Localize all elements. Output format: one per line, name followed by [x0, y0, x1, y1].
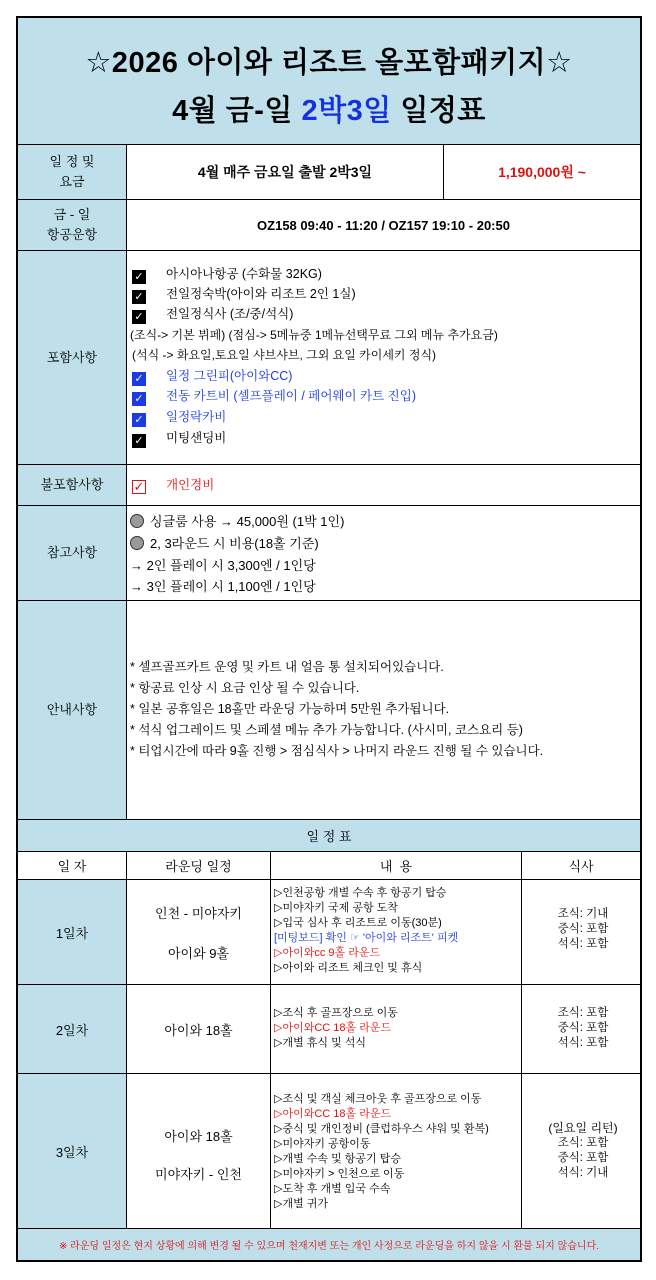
- notice-item: * 티업시간에 따라 9홀 진행 > 점심식사 > 나머지 라운드 진행 될 수 있습니다.: [130, 744, 544, 758]
- day-1-meals: 조식: 기내 중식: 포함 석식: 포함: [557, 908, 609, 950]
- circle-bullet-icon: [130, 514, 144, 528]
- checkbox-icon: ✓: [132, 434, 146, 448]
- day-2-label: 2일차: [55, 1022, 89, 1038]
- column-header-content: 내 용: [379, 859, 413, 874]
- included-item: ✓ 아시아나항공 (수화물 32KG): [132, 264, 322, 284]
- reference-label: 참고사항: [46, 545, 98, 560]
- footer-disclaimer: ※ 라운딩 일정은 현지 상황에 의해 변경 될 수 있으며 천재지변 또는 개인 사정으로 라운딩을 하지 않을 시 환불 되지 않습니다.: [58, 1241, 600, 1252]
- included-note: (석식 -> 화요일,토요일 샤브샤브, 그외 요일 카이세키 정식): [132, 348, 437, 362]
- day-1-round: 아이와 9홀: [167, 946, 230, 961]
- reference-item: → 2인 플레이 시 3,300엔 / 1인당: [130, 558, 316, 573]
- title-line-1: ☆2026 아이와 리조트 올포함패키지☆: [85, 47, 573, 79]
- included-note: (조식-> 기본 뷔페) (점심-> 5메뉴중 1메뉴선택무료 그외 메뉴 추가요금): [130, 328, 498, 342]
- reference-item: → 3인 플레이 시 1,100엔 / 1인당: [130, 579, 316, 594]
- column-header-round: 라운딩 일정: [165, 859, 232, 874]
- reference-item: 싱글룸 사용 → 45,000원 (1박 1인): [130, 511, 344, 533]
- included-item: ✓ 전일정식사 (조/중/석식): [132, 304, 293, 324]
- price-text: 1,190,000원 ~: [498, 164, 586, 180]
- flight-label: 금 - 일 항공운항: [46, 207, 98, 242]
- included-item: ✓ 전일정숙박(아이와 리조트 2인 1실): [132, 284, 356, 304]
- checkbox-icon: ✓: [132, 413, 146, 427]
- checkbox-icon: ✓: [132, 392, 146, 406]
- day-3-round: 미야자키 - 인천: [155, 1167, 242, 1182]
- reference-item: 2, 3라운드 시 비용(18홀 기준): [130, 533, 319, 555]
- itinerary-document: [16, 16, 642, 1262]
- schedule-price-label: 일 정 및 요금: [49, 154, 95, 189]
- notice-item: * 셀프골프카트 운영 및 카트 내 얼음 통 설치되어있습니다.: [130, 660, 444, 674]
- day-3-meals: (일요일 리턴) 조식: 포함 중식: 포함 석식: 기내: [548, 1121, 618, 1179]
- checkbox-icon: ✓: [132, 270, 146, 284]
- checkbox-icon: ✓: [132, 290, 146, 304]
- included-item: ✓ 일정락카비: [132, 407, 226, 427]
- checkbox-icon: ✓: [132, 372, 146, 386]
- schedule-text: 4월 매주 금요일 출발 2박3일: [197, 164, 373, 180]
- itinerary-title: 일 정 표: [18, 820, 640, 851]
- notice-label: 안내사항: [46, 702, 98, 717]
- flight-value: OZ158 09:40 - 11:20 / OZ157 19:10 - 20:50: [257, 217, 510, 233]
- title-line-2-c: 일정표: [391, 95, 486, 127]
- notice-item: * 항공료 인상 시 요금 인상 될 수 있습니다.: [130, 681, 360, 695]
- day-3-label: 3일차: [55, 1144, 89, 1160]
- notice-item: * 석식 업그레이드 및 스페셜 메뉴 추가 가능합니다. (사시미, 코스요리 등): [130, 723, 523, 737]
- checkbox-icon: ✓: [133, 479, 145, 494]
- included-item: ✓ 일정 그린피(아이와CC): [132, 366, 292, 386]
- included-item: ✓ 전동 카트비 (셀프플레이 / 페어웨이 카트 진입): [132, 386, 416, 406]
- column-header-meal: 식사: [568, 859, 594, 874]
- day-1-details: ▷인천공항 개별 수속 후 항공기 탑승 ▷미야자키 국제 공항 도착 ▷입국 심사 후 리조트로 이동(30분) [미팅보드] 확인 ☞ '아이와 리조트' 피켓 ▷아이와cc 9홀 라운드 ▷아이와 리조트 체크인 및 휴식: [274, 887, 459, 974]
- circle-bullet-icon: [130, 536, 144, 550]
- day-2-meals: 조식: 포함 중식: 포함 석식: 포함: [557, 1007, 609, 1049]
- column-header-day: 일 자: [57, 859, 87, 874]
- day-1-label: 1일차: [55, 925, 89, 941]
- notice-item: * 일본 공휴일은 18홀만 라운딩 가능하며 5만원 추가됩니다.: [130, 702, 450, 716]
- day-3-details: ▷조식 및 객실 체크아웃 후 골프장으로 이동 ▷아이와CC 18홀 라운드 ▷중식 및 개인정비 (클럽하우스 샤워 및 환복) ▷미야자키 공항이동 ▷개별 수속 및 항공기 탑승 ▷미야자키 > 인천으로 이동 ▷도착 후 개별 입국 수속 ▷개별 귀가: [274, 1093, 489, 1210]
- included-item: ✓ 미팅샌딩비: [132, 428, 226, 448]
- day-1-round: 인천 - 미야자키: [155, 906, 242, 921]
- title-line-2-highlight: 2박3일: [301, 95, 392, 127]
- included-label: 포함사항: [46, 349, 98, 365]
- excluded-item: ✓ 개인경비: [133, 478, 215, 494]
- day-2-round: 아이와 18홀: [164, 1023, 233, 1038]
- title-line-2: [18, 88, 640, 129]
- checkbox-icon: ✓: [132, 310, 146, 324]
- excluded-label: 불포함사항: [40, 477, 104, 492]
- title-line-2-a: 4월 금-일: [172, 95, 302, 127]
- title-banner: [18, 18, 640, 144]
- day-2-details: ▷조식 후 골프장으로 이동 ▷아이와CC 18홀 라운드 ▷개별 휴식 및 석식: [274, 1007, 398, 1049]
- day-3-round: 아이와 18홀: [164, 1129, 233, 1144]
